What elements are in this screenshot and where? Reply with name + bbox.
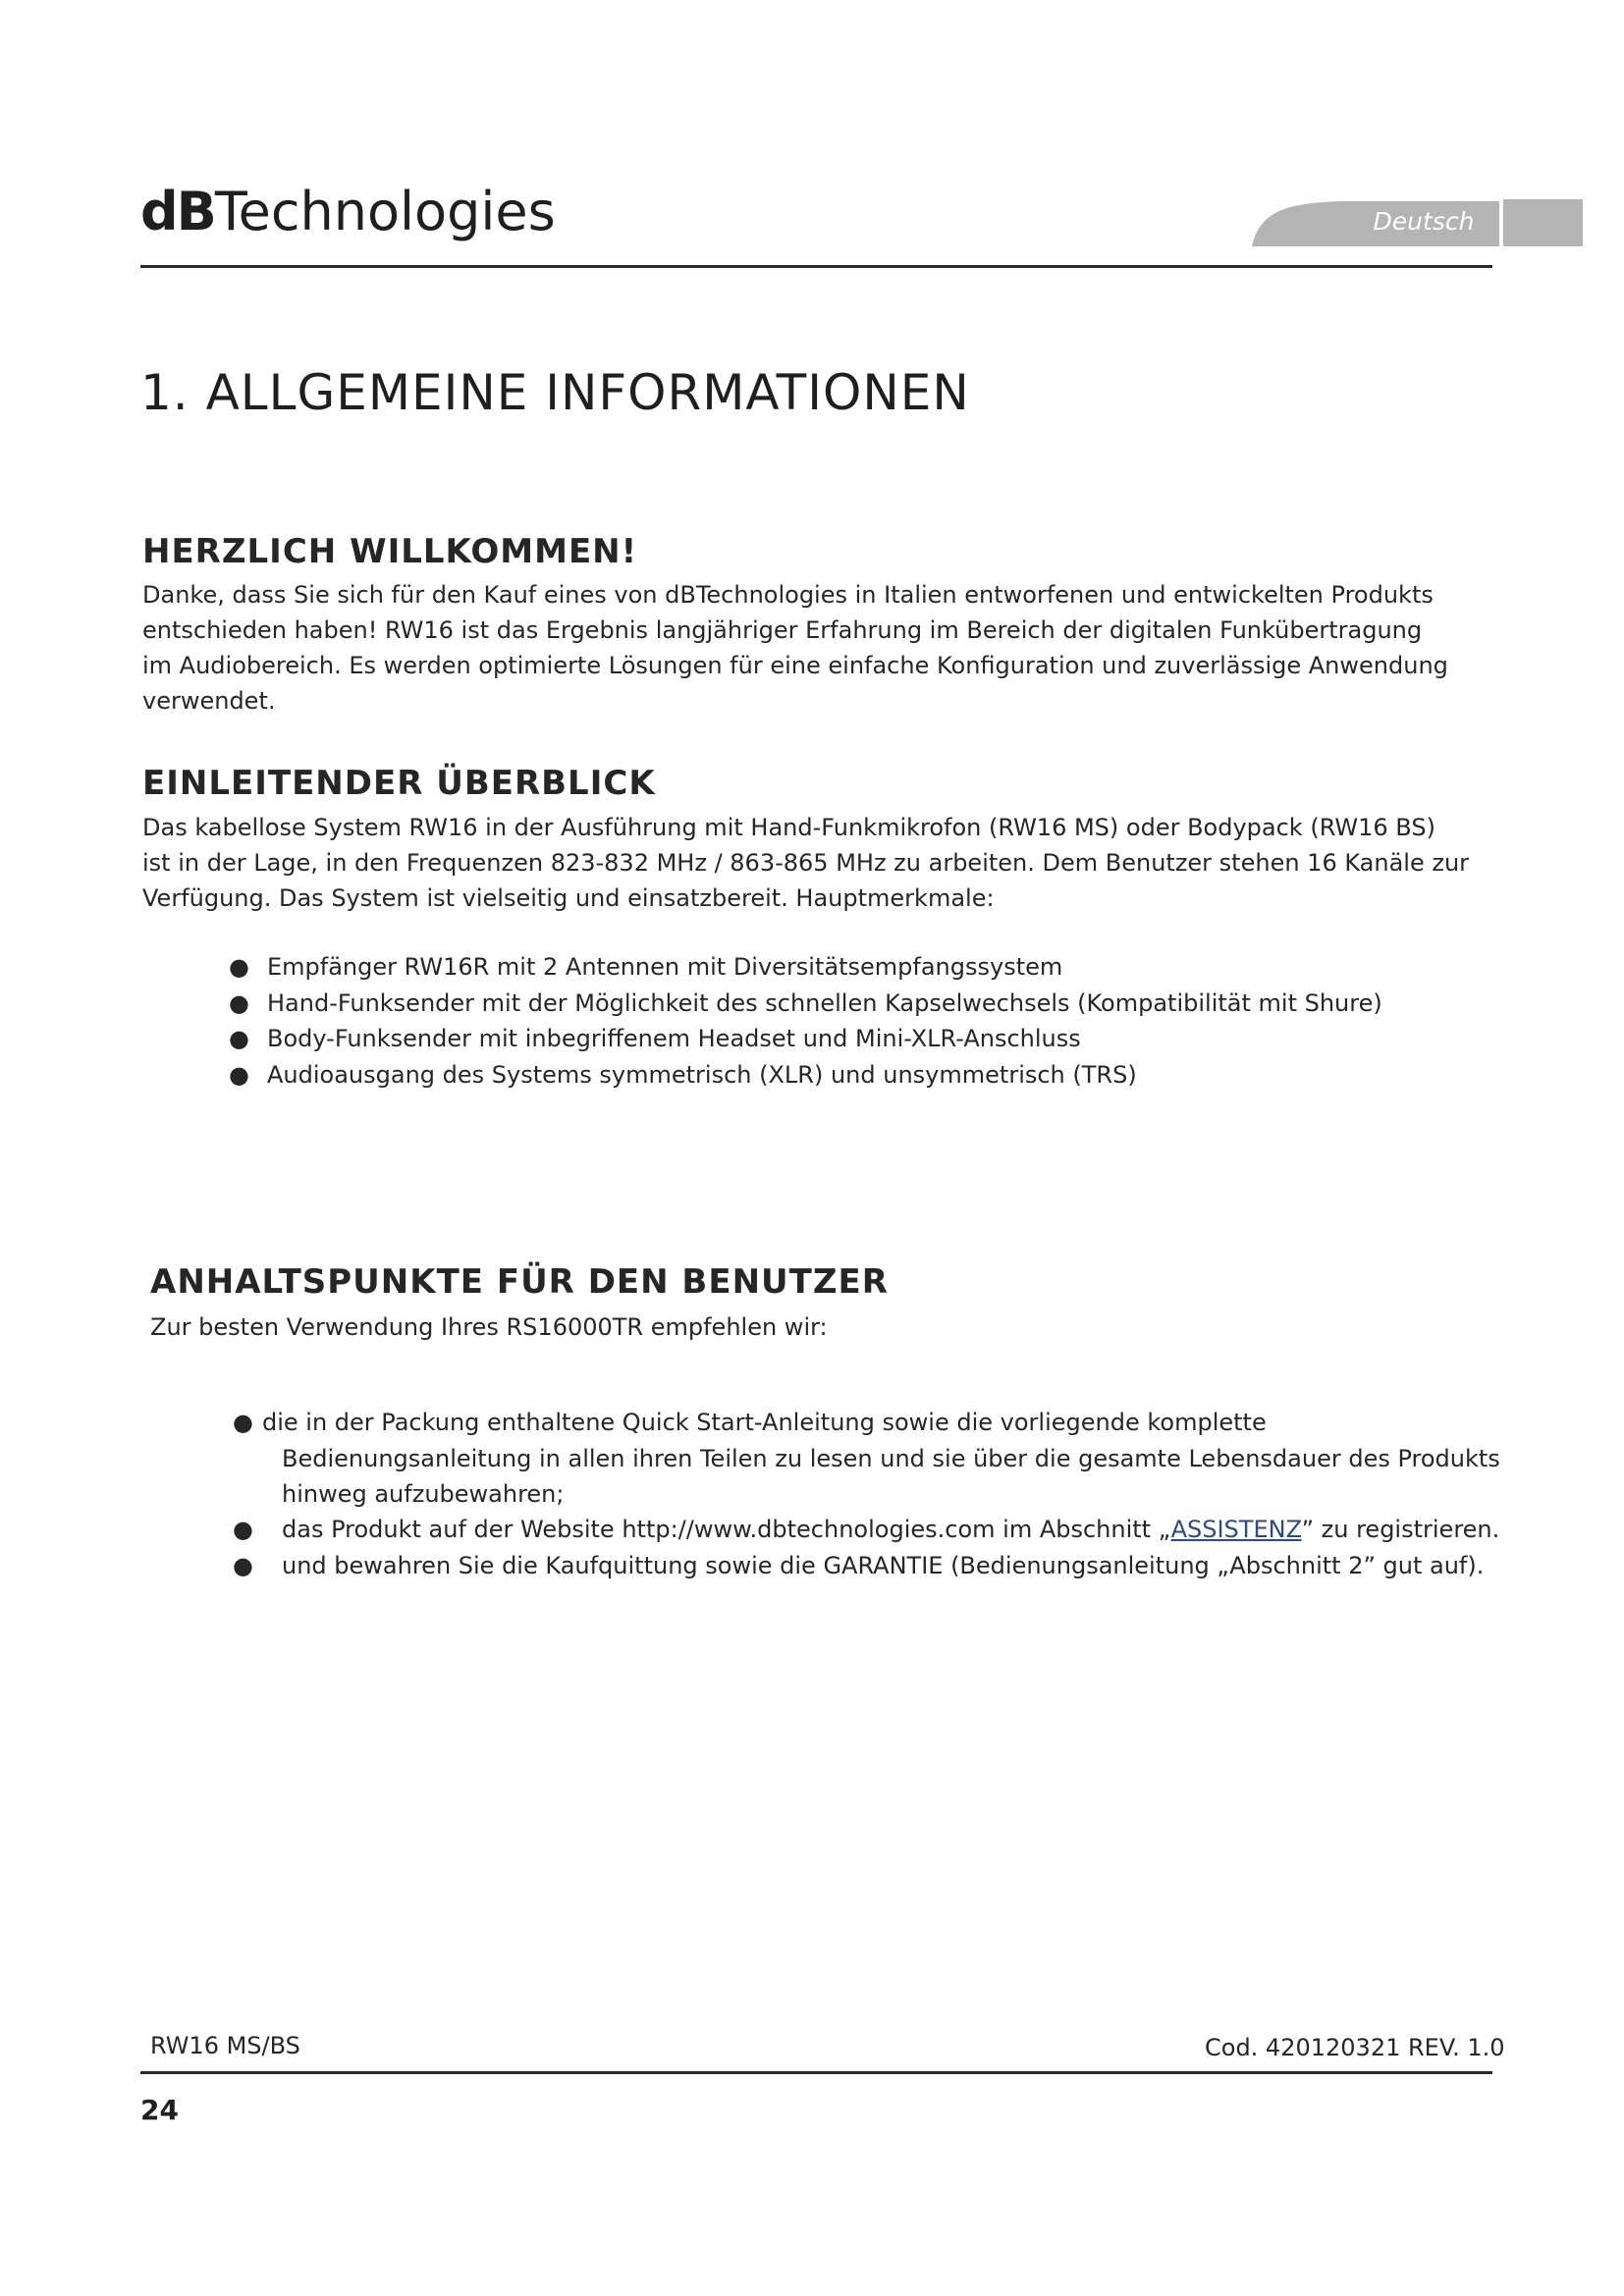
guideline-bullet-2-text: [282, 1512, 1624, 1548]
footer-rule: [140, 2071, 1492, 2074]
welcome-heading: HERZLICH WILLKOMMEN!: [142, 532, 638, 571]
guideline-bullet-3: [233, 1548, 253, 1584]
bullet-icon: ●: [229, 953, 249, 981]
footer-code: Cod. 420120321 REV. 1.0: [1205, 2034, 1505, 2061]
guideline-bullet-1: [233, 1405, 253, 1441]
guidelines-intro-text: Zur besten Verwendung Ihres RS16000TR empfehlen wir:: [150, 1313, 828, 1341]
guideline-bullet-3-text: [282, 1548, 1624, 1584]
guidelines-heading: ANHALTSPUNKTE FÜR DEN BENUTZER: [150, 1262, 889, 1302]
overview-line: Verfügung. Das System ist vielseitig und einsatzbereit. Hauptmerkmale:: [142, 884, 995, 912]
logo-light-text: Technologies: [214, 181, 556, 242]
guideline-bullet-2-before: das Produkt auf der Website http://www.dbtechnologies.com im Abschnitt „: [282, 1516, 1171, 1543]
list-item-text: Hand-Funksender mit der Möglichkeit des schnellen Kapselwechsels (Kompatibilität mit Shure): [267, 988, 1382, 1017]
list-item: [229, 1057, 1382, 1094]
language-label: Deutsch: [1373, 207, 1475, 236]
brand-logo: [140, 183, 556, 241]
list-item-text: Empfänger RW16R mit 2 Antennen mit Diversitätsempfangssystem: [267, 953, 1063, 981]
welcome-paragraph: [142, 577, 1517, 719]
guideline-bullet-1-text: [262, 1405, 1624, 1513]
bullet-icon: ●: [233, 1409, 253, 1436]
page-number: 24: [140, 2094, 179, 2126]
guideline-line: hinweg aufzubewahren;: [282, 1480, 565, 1508]
welcome-line: verwendet.: [142, 687, 276, 715]
overview-line: ist in der Lage, in den Frequenzen 823-832 MHz / 863-865 MHz zu arbeiten. Dem Benutzer stehen 16 Kanäle zur: [142, 849, 1470, 877]
guideline-bullet-2-after: ” zu registrieren.: [1301, 1516, 1500, 1543]
welcome-line: im Audiobereich. Es werden optimierte Lösungen für eine einfache Konfiguration und zuverlässige Anwendung: [142, 652, 1448, 679]
bullet-icon: ●: [229, 1060, 249, 1089]
features-list: [229, 949, 1382, 1093]
bullet-icon: ●: [233, 1552, 253, 1579]
assistenz-link[interactable]: ASSISTENZ: [1170, 1516, 1302, 1543]
list-item-text: Body-Funksender mit inbegriffenem Headset und Mini-XLR-Anschluss: [267, 1025, 1081, 1052]
guideline-line: die in der Packung enthaltene Quick Start-Anleitung sowie die vorliegende komplette: [262, 1409, 1267, 1436]
guideline-bullet-2: [233, 1512, 253, 1548]
guideline-line: und bewahren Sie die Kaufquittung sowie die GARANTIE (Bedienungsanleitung „Abschnitt 2” gut auf).: [282, 1552, 1485, 1579]
logo-bold-text: dB: [140, 181, 215, 242]
page-title: 1. ALLGEMEINE INFORMATIONEN: [140, 364, 970, 421]
list-item: [229, 949, 1382, 986]
overview-paragraph: [142, 810, 1517, 916]
welcome-line: Danke, dass Sie sich für den Kauf eines von dBTechnologies in Italien entworfenen und entwickelten Produkts: [142, 581, 1434, 609]
list-item: [229, 986, 1382, 1022]
footer-model: RW16 MS/BS: [150, 2032, 300, 2059]
list-item-text: Audioausgang des Systems symmetrisch (XLR) und unsymmetrisch (TRS): [267, 1060, 1137, 1089]
guideline-line: Bedienungsanleitung in allen ihren Teilen zu lesen und sie über die gesamte Lebensdauer des Produkts: [282, 1444, 1500, 1472]
welcome-line: entschieden haben! RW16 ist das Ergebnis langjähriger Erfahrung im Bereich der digitalen Funkübertragung: [142, 616, 1423, 644]
guidelines-intro: [150, 1309, 1525, 1345]
bullet-icon: ●: [229, 1025, 249, 1052]
list-item: [229, 1021, 1382, 1057]
bullet-icon: ●: [229, 988, 249, 1017]
bullet-icon: ●: [233, 1516, 253, 1543]
overview-heading: EINLEITENDER ÜBERBLICK: [142, 764, 656, 803]
header-rule: [140, 265, 1492, 268]
overview-line: Das kabellose System RW16 in der Ausführung mit Hand-Funkmikrofon (RW16 MS) oder Bodypack (RW16 BS): [142, 814, 1435, 841]
